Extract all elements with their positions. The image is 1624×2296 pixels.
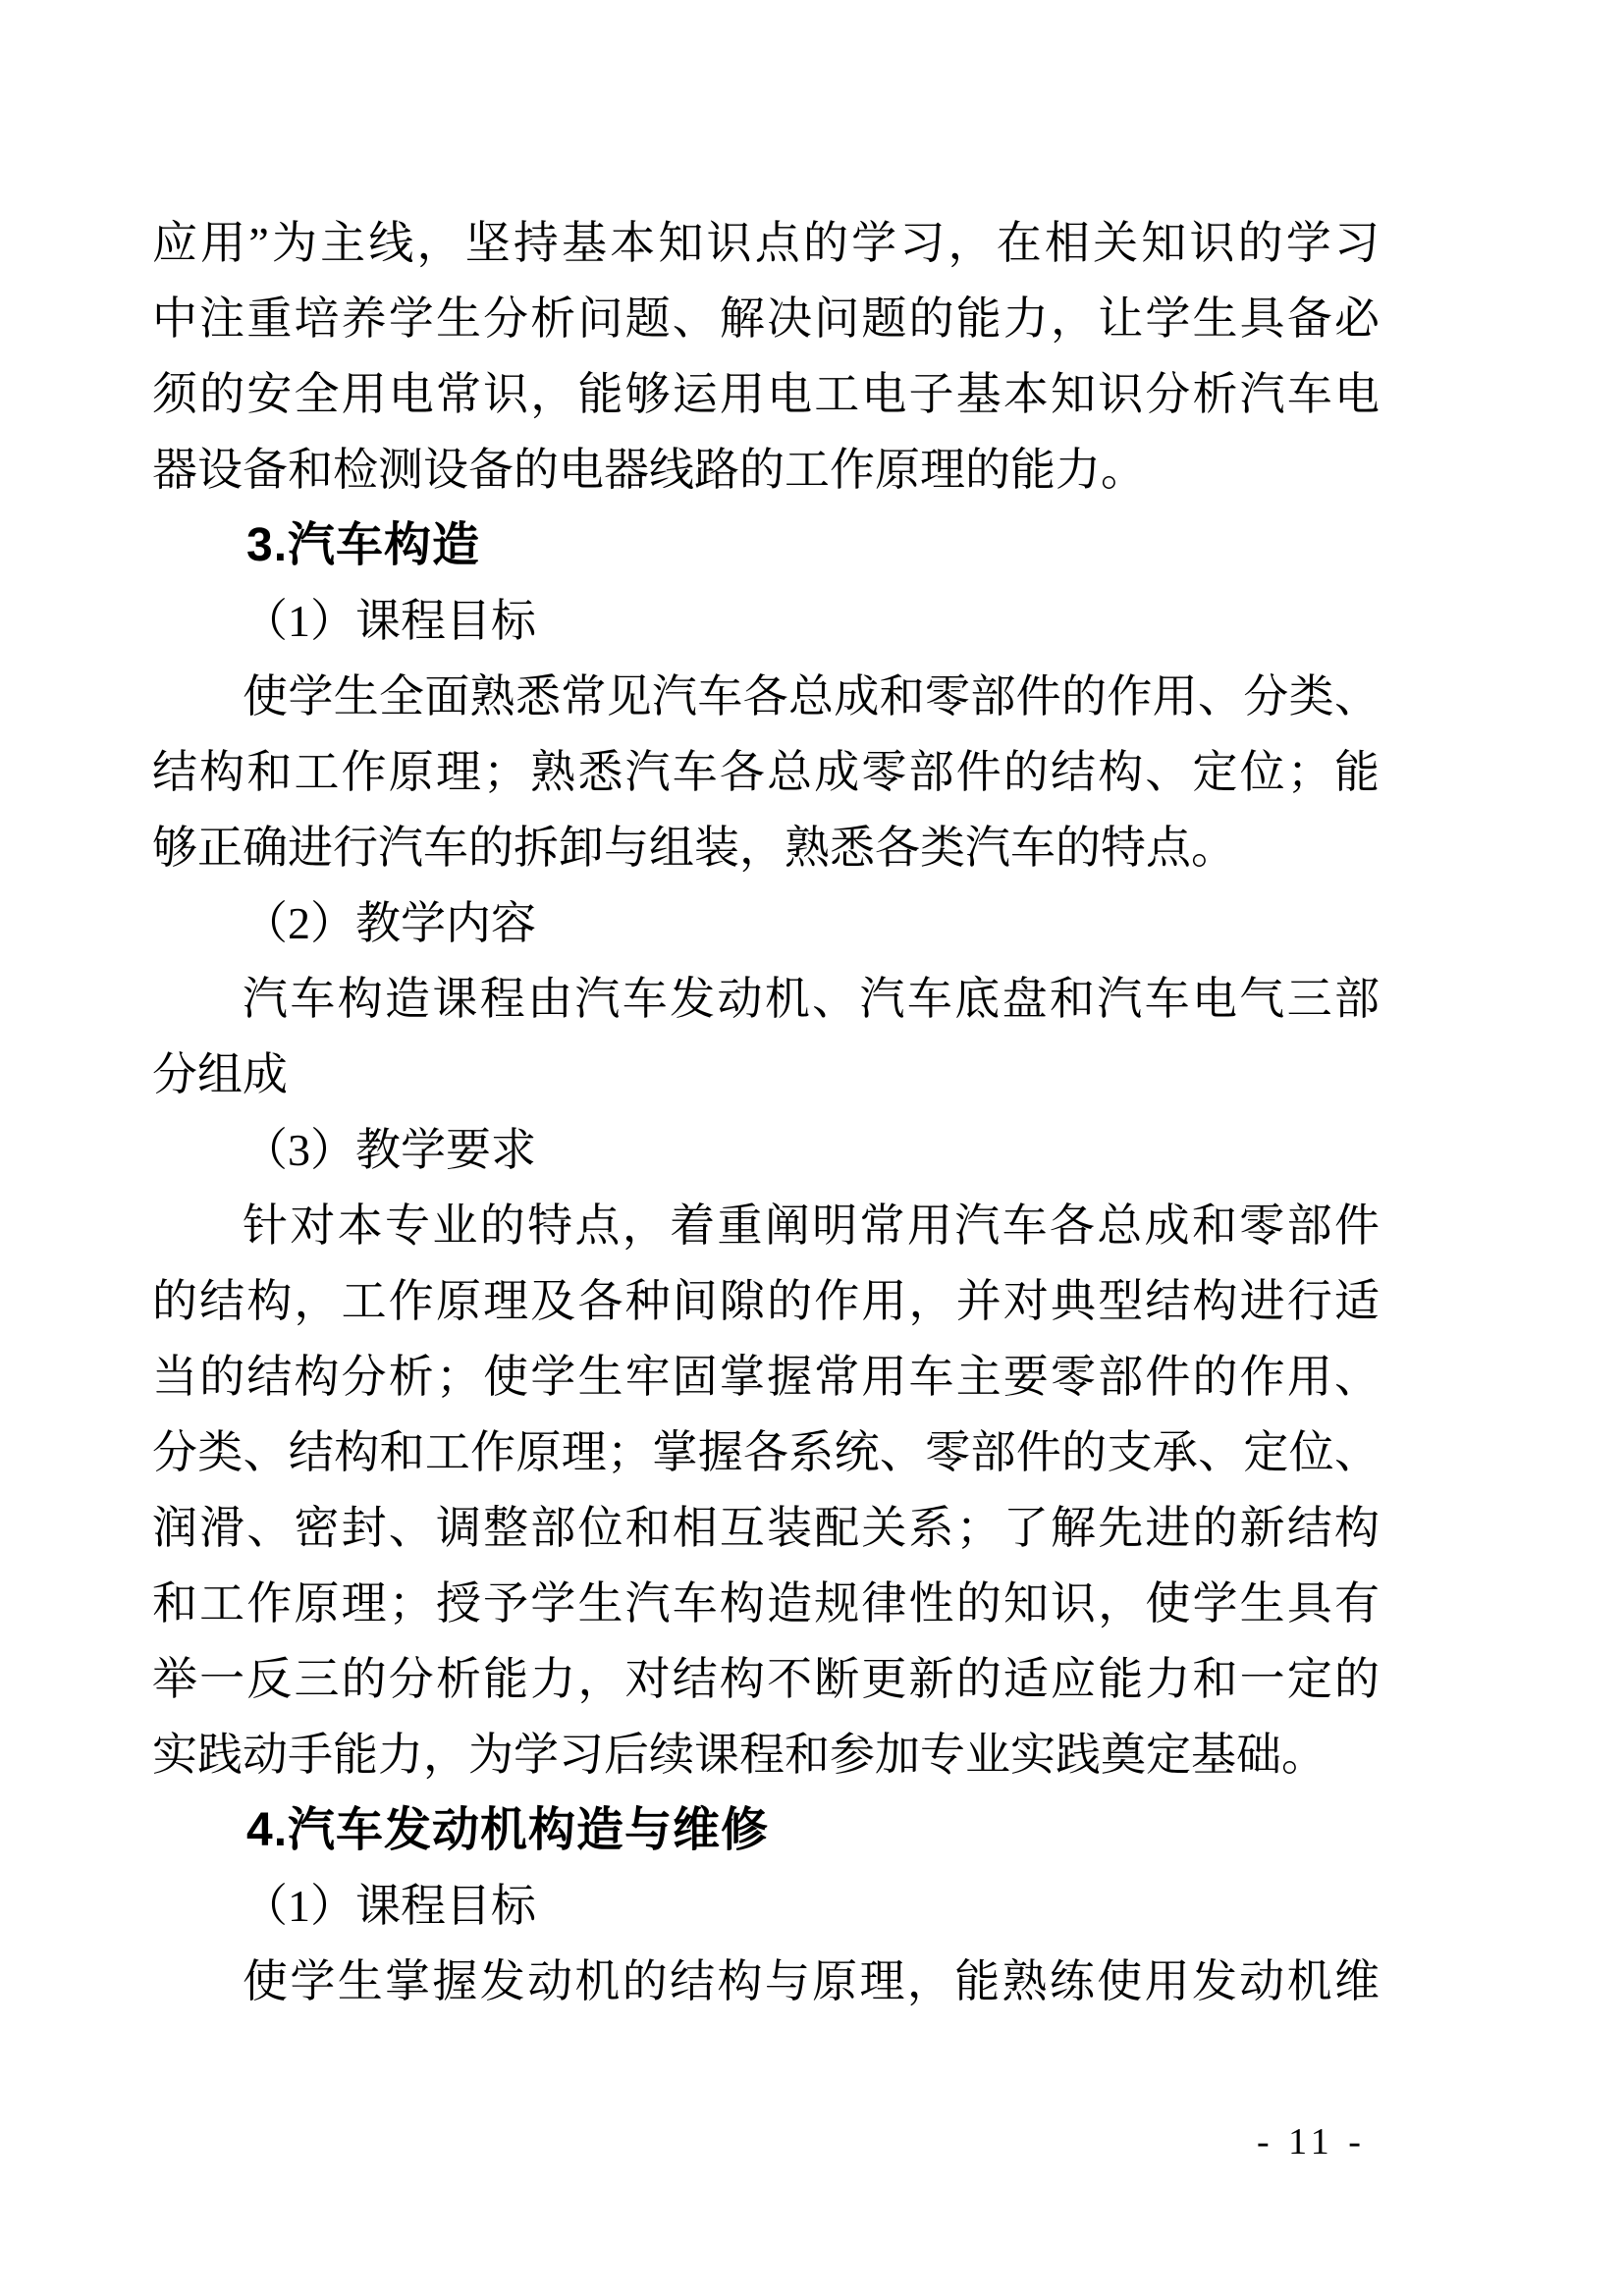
body-text-line: 中注重培养学生分析问题、解决问题的能力，让学生具备必: [152, 294, 1380, 344]
body-text-line: 的结构，工作原理及各种间隙的作用，并对典型结构进行适: [152, 1276, 1380, 1326]
body-text-line: 分组成: [152, 1049, 288, 1099]
body-text-line: 针对本专业的特点，着重阐明常用汽车各总成和零部件: [243, 1201, 1380, 1251]
body-text-line: 当的结构分析；使学生牢固掌握常用车主要零部件的作用、: [152, 1352, 1380, 1402]
body-text-line: 实践动手能力，为学习后续课程和参加专业实践奠定基础。: [152, 1730, 1326, 1780]
body-text-line: 够正确进行汽车的拆卸与组装，熟悉各类汽车的特点。: [152, 823, 1236, 873]
subsection-label: （1）课程目标: [243, 596, 536, 646]
document-text-block: [152, 205, 1380, 2019]
subsection-label: （2）教学内容: [243, 898, 536, 948]
body-text-line: 应用”为主线，坚持基本知识点的学习，在相关知识的学习: [152, 218, 1380, 268]
body-text-line: 举一反三的分析能力，对结构不断更新的适应能力和一定的: [152, 1654, 1380, 1704]
body-text-line: 汽车构造课程由汽车发动机、汽车底盘和汽车电气三部: [243, 974, 1380, 1024]
body-text-line: 结构和工作原理；熟悉汽车各总成零部件的结构、定位；能: [152, 747, 1380, 797]
section-3-heading: 3.汽车构造: [246, 519, 481, 571]
body-text-line: 润滑、密封、调整部位和相互装配关系；了解先进的新结构: [152, 1503, 1380, 1553]
page-number: - 11 -: [1257, 2121, 1366, 2163]
body-text-line: 使学生掌握发动机的结构与原理，能熟练使用发动机维: [243, 1956, 1380, 2006]
body-text-line: 和工作原理；授予学生汽车构造规律性的知识，使学生具有: [152, 1578, 1380, 1629]
body-text-line: 分类、结构和工作原理；掌握各系统、零部件的支承、定位、: [152, 1427, 1380, 1477]
body-text-line: 器设备和检测设备的电器线路的工作原理的能力。: [152, 445, 1146, 495]
section-4-heading: 4.汽车发动机构造与维修: [246, 1804, 770, 1856]
body-text-line: 须的安全用电常识，能够运用电工电子基本知识分析汽车电: [152, 369, 1380, 419]
subsection-label: （1）课程目标: [243, 1881, 536, 1931]
subsection-label: （3）教学要求: [243, 1125, 536, 1175]
body-text-line: 使学生全面熟悉常见汽车各总成和零部件的作用、分类、: [243, 671, 1380, 721]
